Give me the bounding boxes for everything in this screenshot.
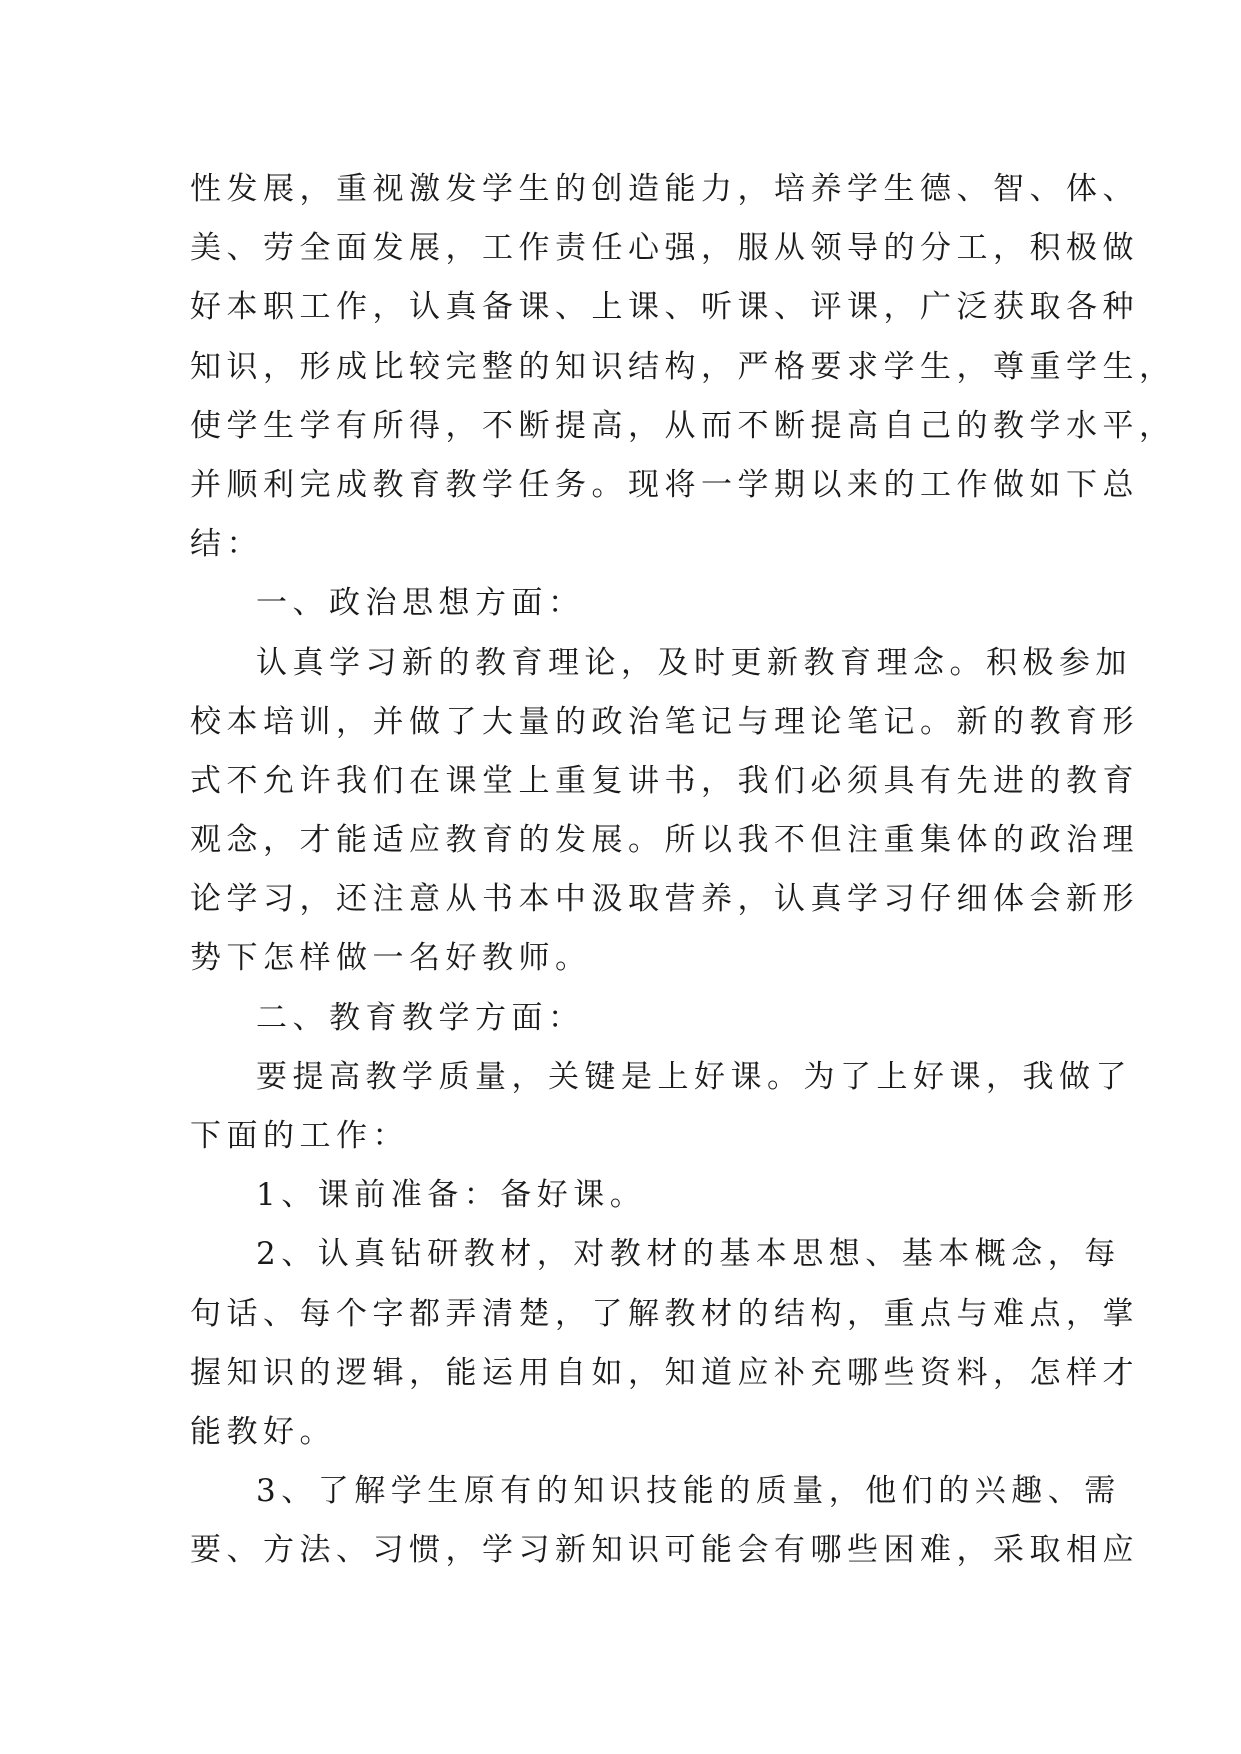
text-line: 观念，才能适应教育的发展。所以我不但注重集体的政治理 bbox=[190, 822, 1139, 859]
text-line: 式不允许我们在课堂上重复讲书，我们必须具有先进的教育 bbox=[190, 762, 1139, 799]
text-line: 握知识的逻辑，能运用自如，知道应补充哪些资料，怎样才 bbox=[190, 1354, 1139, 1391]
text-line: 势下怎样做一名好教师。 bbox=[190, 940, 592, 977]
text-line: 1、课前准备：备好课。 bbox=[256, 1177, 647, 1214]
text-line: 使学生学有所得，不断提高，从而不断提高自己的教学水平， bbox=[190, 407, 1176, 444]
text-line: 并顺利完成教育教学任务。现将一学期以来的工作做如下总 bbox=[190, 466, 1139, 503]
text-line: 性发展，重视激发学生的创造能力，培养学生德、智、体、 bbox=[190, 171, 1139, 207]
section-heading: 一、政治思想方面： bbox=[256, 585, 585, 622]
text-line: 论学习，还注意从书本中汲取营养，认真学习仔细体会新形 bbox=[190, 881, 1139, 918]
text-line: 能教好。 bbox=[190, 1413, 336, 1450]
text-line: 结： bbox=[190, 526, 263, 563]
text-line: 知识，形成比较完整的知识结构，严格要求学生，尊重学生， bbox=[190, 348, 1176, 385]
text-line: 要提高教学质量，关键是上好课。为了上好课，我做了 bbox=[256, 1058, 1132, 1095]
text-line: 认真学习新的教育理论，及时更新教育理念。积极参加 bbox=[256, 644, 1132, 681]
text-line: 下面的工作： bbox=[190, 1118, 409, 1154]
text-line: 3、了解学生原有的知识技能的质量，他们的兴趣、需 bbox=[256, 1473, 1121, 1510]
text-line: 美、劳全面发展，工作责任心强，服从领导的分工，积极做 bbox=[190, 230, 1139, 267]
document-page bbox=[190, 160, 1176, 1581]
text-line: 2、认真钻研教材，对教材的基本思想、基本概念，每 bbox=[256, 1236, 1121, 1273]
section-heading: 二、教育教学方面： bbox=[256, 999, 585, 1036]
text-line: 句话、每个字都弄清楚，了解教材的结构，重点与难点，掌 bbox=[190, 1295, 1139, 1332]
text-line: 校本培训，并做了大量的政治笔记与理论笔记。新的教育形 bbox=[190, 703, 1139, 740]
text-line: 要、方法、习惯，学习新知识可能会有哪些困难，采取相应 bbox=[190, 1532, 1139, 1569]
text-line: 好本职工作，认真备课、上课、听课、评课，广泛获取各种 bbox=[190, 289, 1139, 326]
